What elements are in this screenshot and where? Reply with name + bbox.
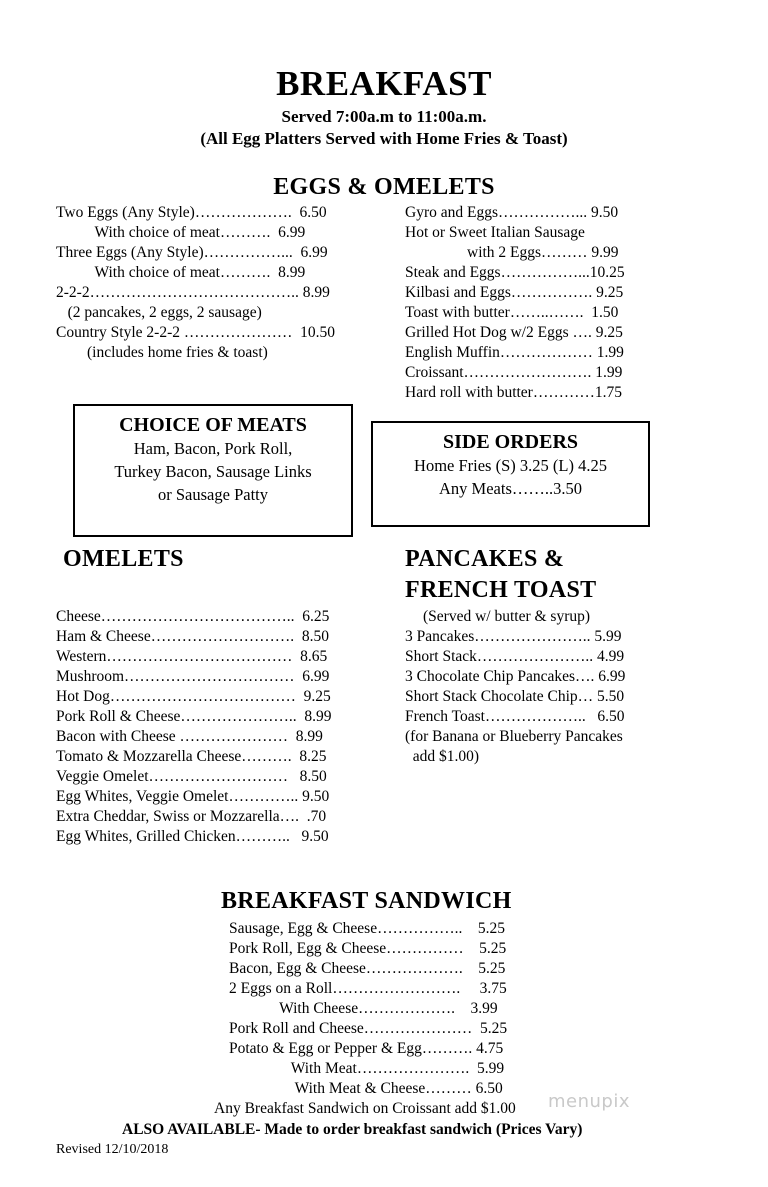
menu-item: Two Eggs (Any Style)………………. 6.50: [56, 204, 327, 221]
side-orders-box: [371, 421, 650, 527]
menu-item: Steak and Eggs……………...10.25: [405, 264, 625, 281]
side-orders-line: Any Meats……..3.50: [439, 479, 582, 498]
menu-item: With Meat…………………. 5.99: [229, 1060, 505, 1077]
menu-item: Pork Roll & Cheese………………….. 8.99: [56, 708, 332, 725]
menu-item: 2-2-2………………………………….. 8.99: [56, 284, 330, 301]
revised-date: Revised 12/10/2018: [56, 1142, 169, 1157]
menu-item: Gyro and Eggs……………... 9.50: [405, 204, 619, 221]
menu-title: BREAKFAST: [276, 64, 492, 103]
menu-item: Toast with butter……..……. 1.50: [405, 304, 619, 321]
menu-item: Egg Whites, Veggie Omelet………….. 9.50: [56, 788, 330, 805]
menupix-watermark: menupix: [548, 1091, 631, 1112]
menu-item: Hot or Sweet Italian Sausage: [405, 224, 585, 241]
pancakes-heading-line-2: FRENCH TOAST: [405, 577, 597, 603]
menu-item: Cheese……………………………….. 6.25: [56, 608, 330, 625]
menu-item: (includes home fries & toast): [56, 344, 268, 361]
menu-item: Hot Dog……………………………… 9.25: [56, 688, 331, 705]
menu-item: Western……………………………… 8.65: [56, 648, 328, 665]
menu-item: Egg Whites, Grilled Chicken……….. 9.50: [56, 828, 329, 845]
menu-item: Croissant……………………. 1.99: [405, 364, 623, 381]
omelets-list: [56, 607, 386, 852]
croissant-note: Any Breakfast Sandwich on Croissant add $1.00: [214, 1100, 516, 1117]
menu-item: 3 Chocolate Chip Pancakes…. 6.99: [405, 668, 626, 685]
sandwich-list: [229, 919, 549, 1104]
menu-item: With choice of meat………. 6.99: [56, 224, 306, 241]
menu-item: With Meat & Cheese……… 6.50: [229, 1080, 503, 1097]
menu-item: Grilled Hot Dog w/2 Eggs …. 9.25: [405, 324, 623, 341]
menu-item: Mushroom…………………………… 6.99: [56, 668, 330, 685]
pancakes-heading-line-1: PANCAKES &: [405, 546, 565, 572]
choice-of-meats-title: CHOICE OF MEATS: [119, 414, 307, 436]
pancakes-list: [405, 607, 695, 772]
menu-item: Bacon, Egg & Cheese………………. 5.25: [229, 960, 506, 977]
choice-of-meats-box: [73, 404, 353, 537]
menu-item: Three Eggs (Any Style)……………... 6.99: [56, 244, 328, 261]
menu-item: Bacon with Cheese ………………… 8.99: [56, 728, 323, 745]
also-available-note: ALSO AVAILABLE- Made to order breakfast sandwich (Prices Vary): [122, 1121, 583, 1138]
menu-item: (2 pancakes, 2 eggs, 2 sausage): [56, 304, 262, 321]
menu-item: English Muffin……………… 1.99: [405, 344, 624, 361]
eggs-left-column: [56, 203, 386, 373]
meats-line: or Sausage Patty: [158, 485, 268, 504]
menu-item: Pork Roll, Egg & Cheese…………… 5.25: [229, 940, 507, 957]
side-orders-title: SIDE ORDERS: [442, 431, 579, 453]
menu-item: Extra Cheddar, Swiss or Mozzarella…. .70: [56, 808, 327, 825]
menu-item: add $1.00): [405, 748, 480, 765]
menu-item: Sausage, Egg & Cheese…………….. 5.25: [229, 920, 505, 937]
pancakes-note: (Served w/ butter & syrup): [423, 608, 591, 625]
platter-note: (All Egg Platters Served with Home Fries & Toast): [200, 129, 568, 148]
menu-item: Pork Roll and Cheese………………… 5.25: [229, 1020, 508, 1037]
menu-item: Country Style 2-2-2 ………………… 10.50: [56, 324, 335, 341]
served-hours: Served 7:00a.m to 11:00a.m.: [281, 107, 487, 126]
eggs-right-column: [405, 203, 665, 408]
menu-item: Veggie Omelet……………………… 8.50: [56, 768, 327, 785]
meats-line: Turkey Bacon, Sausage Links: [114, 462, 312, 481]
menu-item: Hard roll with butter…………1.75: [405, 384, 622, 401]
menu-item: With choice of meat………. 8.99: [56, 264, 306, 281]
menu-item: Tomato & Mozzarella Cheese………. 8.25: [56, 748, 327, 765]
menu-item: Short Stack………………….. 4.99: [405, 648, 625, 665]
menu-item: Ham & Cheese………………………. 8.50: [56, 628, 329, 645]
menu-item: With Cheese………………. 3.99: [229, 1000, 498, 1017]
side-orders-line: Home Fries (S) 3.25 (L) 4.25: [414, 456, 607, 475]
menu-item: French Toast……………….. 6.50: [405, 708, 625, 725]
omelets-heading: OMELETS: [63, 546, 184, 572]
menu-item: Short Stack Chocolate Chip… 5.50: [405, 688, 625, 705]
breakfast-sandwich-heading: BREAKFAST SANDWICH: [221, 888, 512, 914]
menu-item: 3 Pancakes………………….. 5.99: [405, 628, 622, 645]
menu-item: (for Banana or Blueberry Pancakes: [405, 728, 623, 745]
meats-line: Ham, Bacon, Pork Roll,: [133, 439, 293, 458]
eggs-omelets-heading: EGGS & OMELETS: [273, 174, 495, 200]
menu-item: Potato & Egg or Pepper & Egg………. 4.75: [229, 1040, 504, 1057]
menu-item: 2 Eggs on a Roll……………………. 3.75: [229, 980, 507, 997]
menu-item: with 2 Eggs……… 9.99: [405, 244, 619, 261]
menu-item: Kilbasi and Eggs……………. 9.25: [405, 284, 624, 301]
